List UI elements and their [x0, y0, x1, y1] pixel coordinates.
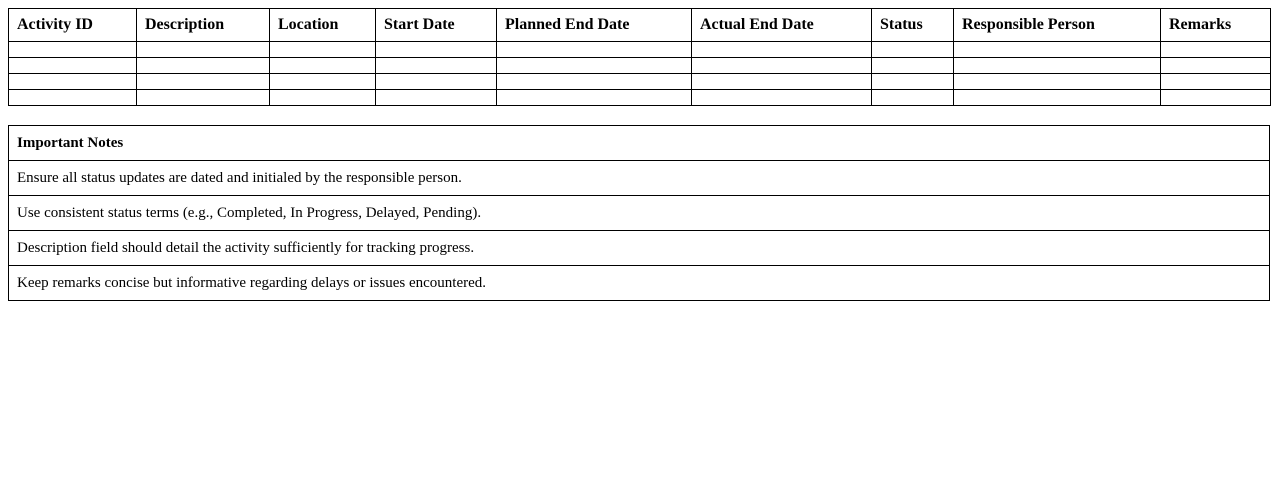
table-cell[interactable]: [497, 90, 692, 106]
column-header-status: Status: [872, 9, 954, 42]
table-row: [9, 74, 1271, 90]
table-cell[interactable]: [376, 42, 497, 58]
column-header-planned-end-date: Planned End Date: [497, 9, 692, 42]
table-cell[interactable]: [954, 90, 1161, 106]
table-cell[interactable]: [137, 74, 270, 90]
table-row: [9, 58, 1271, 74]
note-row: [9, 161, 1270, 196]
table-header-row: [9, 9, 1271, 42]
note-item: Ensure all status updates are dated and initialed by the responsible person.: [9, 161, 1270, 196]
table-row: [9, 90, 1271, 106]
note-item: Description field should detail the activity sufficiently for tracking progress.: [9, 231, 1270, 266]
table-cell[interactable]: [1161, 42, 1271, 58]
note-item: Keep remarks concise but informative regarding delays or issues encountered.: [9, 266, 1270, 301]
activity-tracking-table: [8, 8, 1271, 106]
table-cell[interactable]: [1161, 58, 1271, 74]
column-header-description: Description: [137, 9, 270, 42]
table-cell[interactable]: [872, 74, 954, 90]
table-cell[interactable]: [497, 74, 692, 90]
document-page: [8, 8, 1270, 301]
table-cell[interactable]: [872, 58, 954, 74]
table-cell[interactable]: [137, 42, 270, 58]
column-header-start-date: Start Date: [376, 9, 497, 42]
column-header-remarks: Remarks: [1161, 9, 1271, 42]
table-cell[interactable]: [137, 58, 270, 74]
table-cell[interactable]: [692, 42, 872, 58]
table-cell[interactable]: [954, 42, 1161, 58]
table-cell[interactable]: [1161, 90, 1271, 106]
table-cell[interactable]: [872, 42, 954, 58]
notes-header-row: [9, 126, 1270, 161]
table-cell[interactable]: [692, 74, 872, 90]
notes-title: Important Notes: [9, 126, 1270, 161]
table-cell[interactable]: [872, 90, 954, 106]
table-cell[interactable]: [497, 58, 692, 74]
note-item: Use consistent status terms (e.g., Completed, In Progress, Delayed, Pending).: [9, 196, 1270, 231]
important-notes-table: [8, 125, 1270, 301]
note-row: [9, 196, 1270, 231]
table-cell[interactable]: [9, 90, 137, 106]
table-cell[interactable]: [497, 42, 692, 58]
column-header-responsible-person: Responsible Person: [954, 9, 1161, 42]
note-row: [9, 231, 1270, 266]
table-cell[interactable]: [692, 58, 872, 74]
table-cell[interactable]: [270, 42, 376, 58]
table-row: [9, 42, 1271, 58]
table-cell[interactable]: [954, 58, 1161, 74]
table-cell[interactable]: [270, 90, 376, 106]
table-cell[interactable]: [270, 58, 376, 74]
column-header-actual-end-date: Actual End Date: [692, 9, 872, 42]
note-row: [9, 266, 1270, 301]
table-cell[interactable]: [1161, 74, 1271, 90]
table-cell[interactable]: [137, 90, 270, 106]
table-cell[interactable]: [692, 90, 872, 106]
column-header-location: Location: [270, 9, 376, 42]
table-cell[interactable]: [376, 90, 497, 106]
table-cell[interactable]: [9, 58, 137, 74]
column-header-activity-id: Activity ID: [9, 9, 137, 42]
table-cell[interactable]: [376, 58, 497, 74]
table-cell[interactable]: [270, 74, 376, 90]
table-cell[interactable]: [9, 74, 137, 90]
table-cell[interactable]: [954, 74, 1161, 90]
table-cell[interactable]: [376, 74, 497, 90]
table-cell[interactable]: [9, 42, 137, 58]
